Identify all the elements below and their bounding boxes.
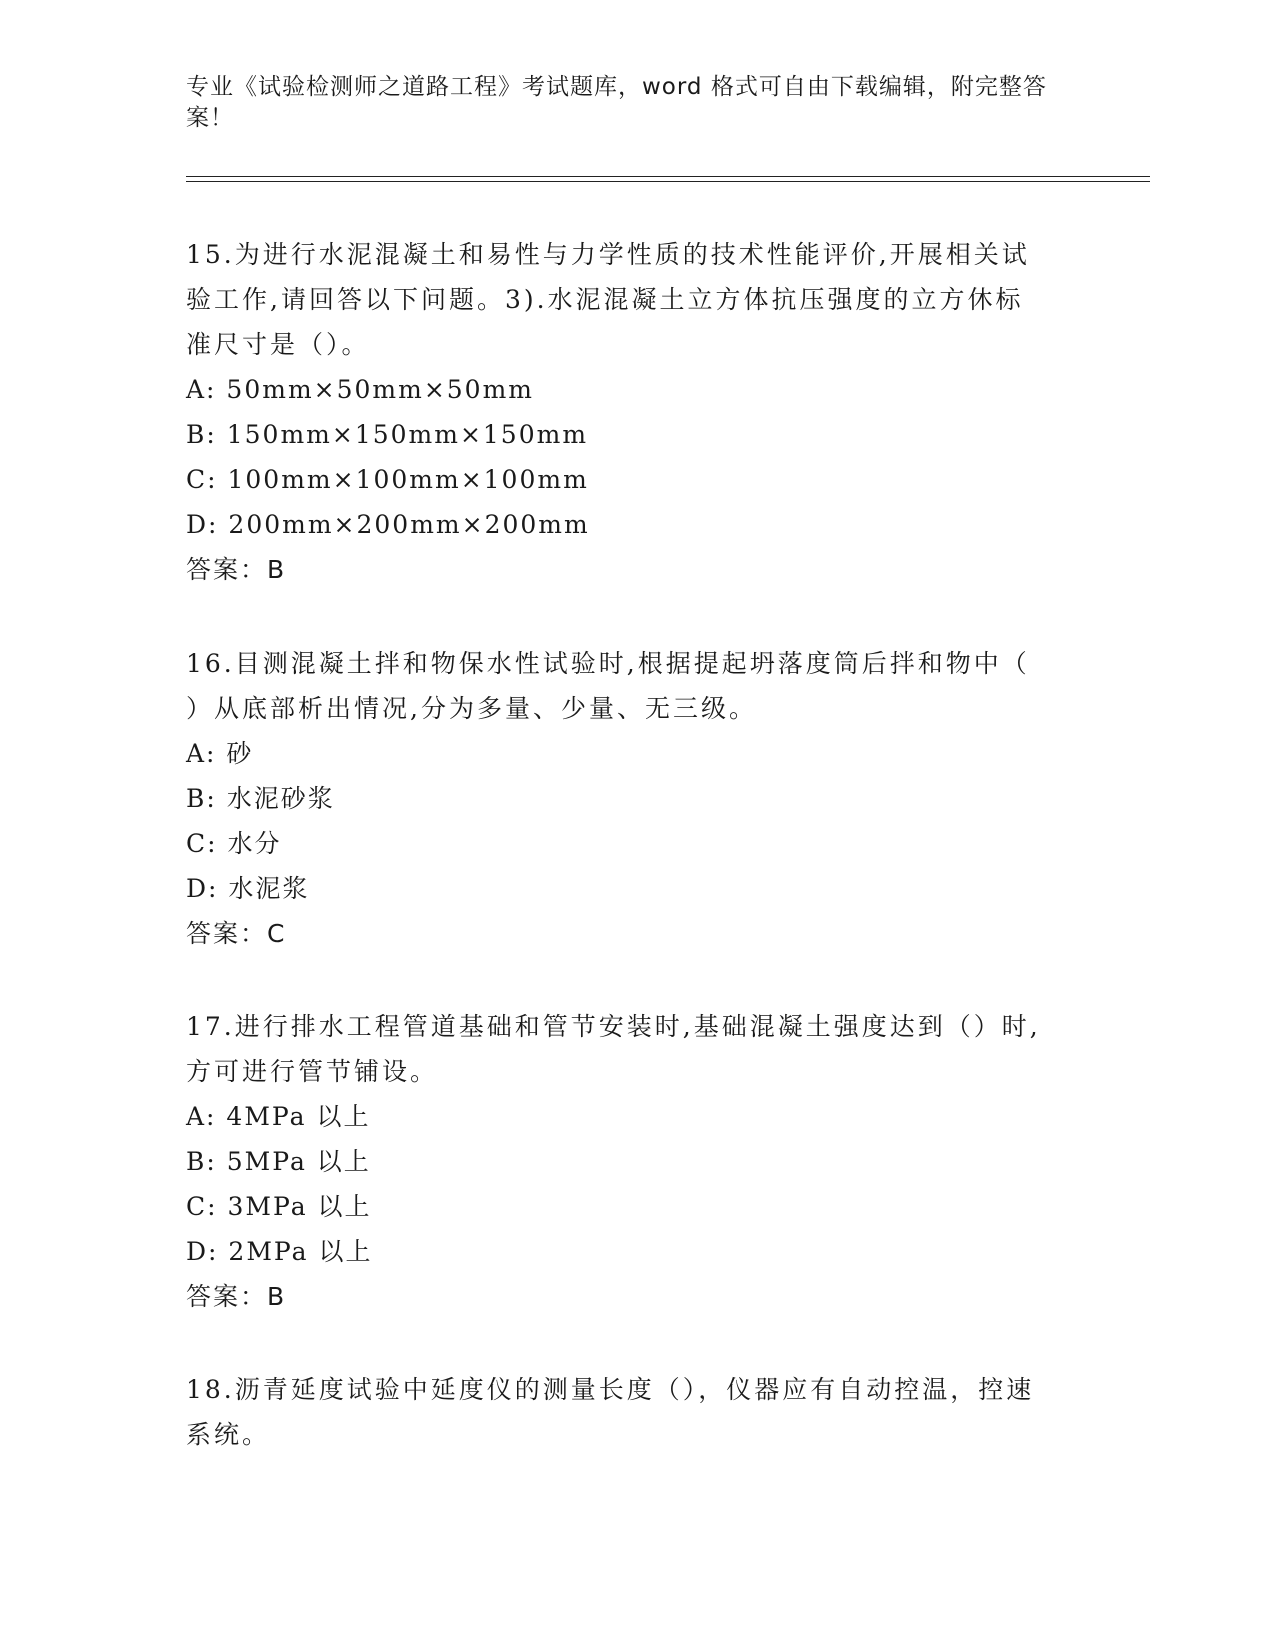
question-stem-line: 准尺寸是（）。	[186, 330, 370, 359]
option-c: C: 3MPa 以上	[186, 1192, 372, 1221]
question-stem-line: 15.为进行水泥混凝土和易性与力学性质的技术性能评价,开展相关试	[186, 240, 1030, 269]
question-stem-line: ）从底部析出情况,分为多量、少量、无三级。	[186, 694, 757, 723]
header-divider-top	[186, 176, 1150, 177]
option-a: A: 砂	[186, 739, 254, 768]
question-15	[186, 232, 1076, 592]
option-d: D: 200mm×200mm×200mm	[186, 510, 590, 539]
answer: 答案：B	[186, 1282, 287, 1311]
question-16	[186, 641, 1076, 956]
question-stem-line: 18.沥青延度试验中延度仪的测量长度（），仪器应有自动控温，控速	[186, 1375, 1035, 1404]
question-17	[186, 1004, 1076, 1319]
header-divider-bottom	[186, 181, 1150, 182]
question-18	[186, 1367, 1076, 1457]
answer: 答案：C	[186, 919, 287, 948]
option-c: C: 100mm×100mm×100mm	[186, 465, 589, 494]
option-a: A: 50mm×50mm×50mm	[186, 375, 534, 404]
question-stem-line: 验工作,请回答以下问题。3).水泥混凝土立方体抗压强度的立方休标	[186, 285, 1024, 314]
option-b: B: 水泥砂浆	[186, 784, 335, 813]
option-d: D: 2MPa 以上	[186, 1237, 373, 1266]
question-stem-line: 方可进行管节铺设。	[186, 1057, 439, 1086]
option-b: B: 150mm×150mm×150mm	[186, 420, 589, 449]
question-stem-line: 系统。	[186, 1420, 271, 1449]
option-c: C: 水分	[186, 829, 282, 858]
option-d: D: 水泥浆	[186, 874, 310, 903]
option-a: A: 4MPa 以上	[186, 1102, 371, 1131]
option-b: B: 5MPa 以上	[186, 1147, 371, 1176]
answer: 答案：B	[186, 555, 287, 584]
question-stem-line: 17.进行排水工程管道基础和管节安装时,基础混凝土强度达到（）时,	[186, 1012, 1041, 1041]
question-stem-line: 16.目测混凝土拌和物保水性试验时,根据提起坍落度筒后拌和物中（	[186, 649, 1030, 678]
page-header: 专业《试验检测师之道路工程》考试题库，word 格式可自由下载编辑，附完整答案！	[186, 74, 1047, 131]
